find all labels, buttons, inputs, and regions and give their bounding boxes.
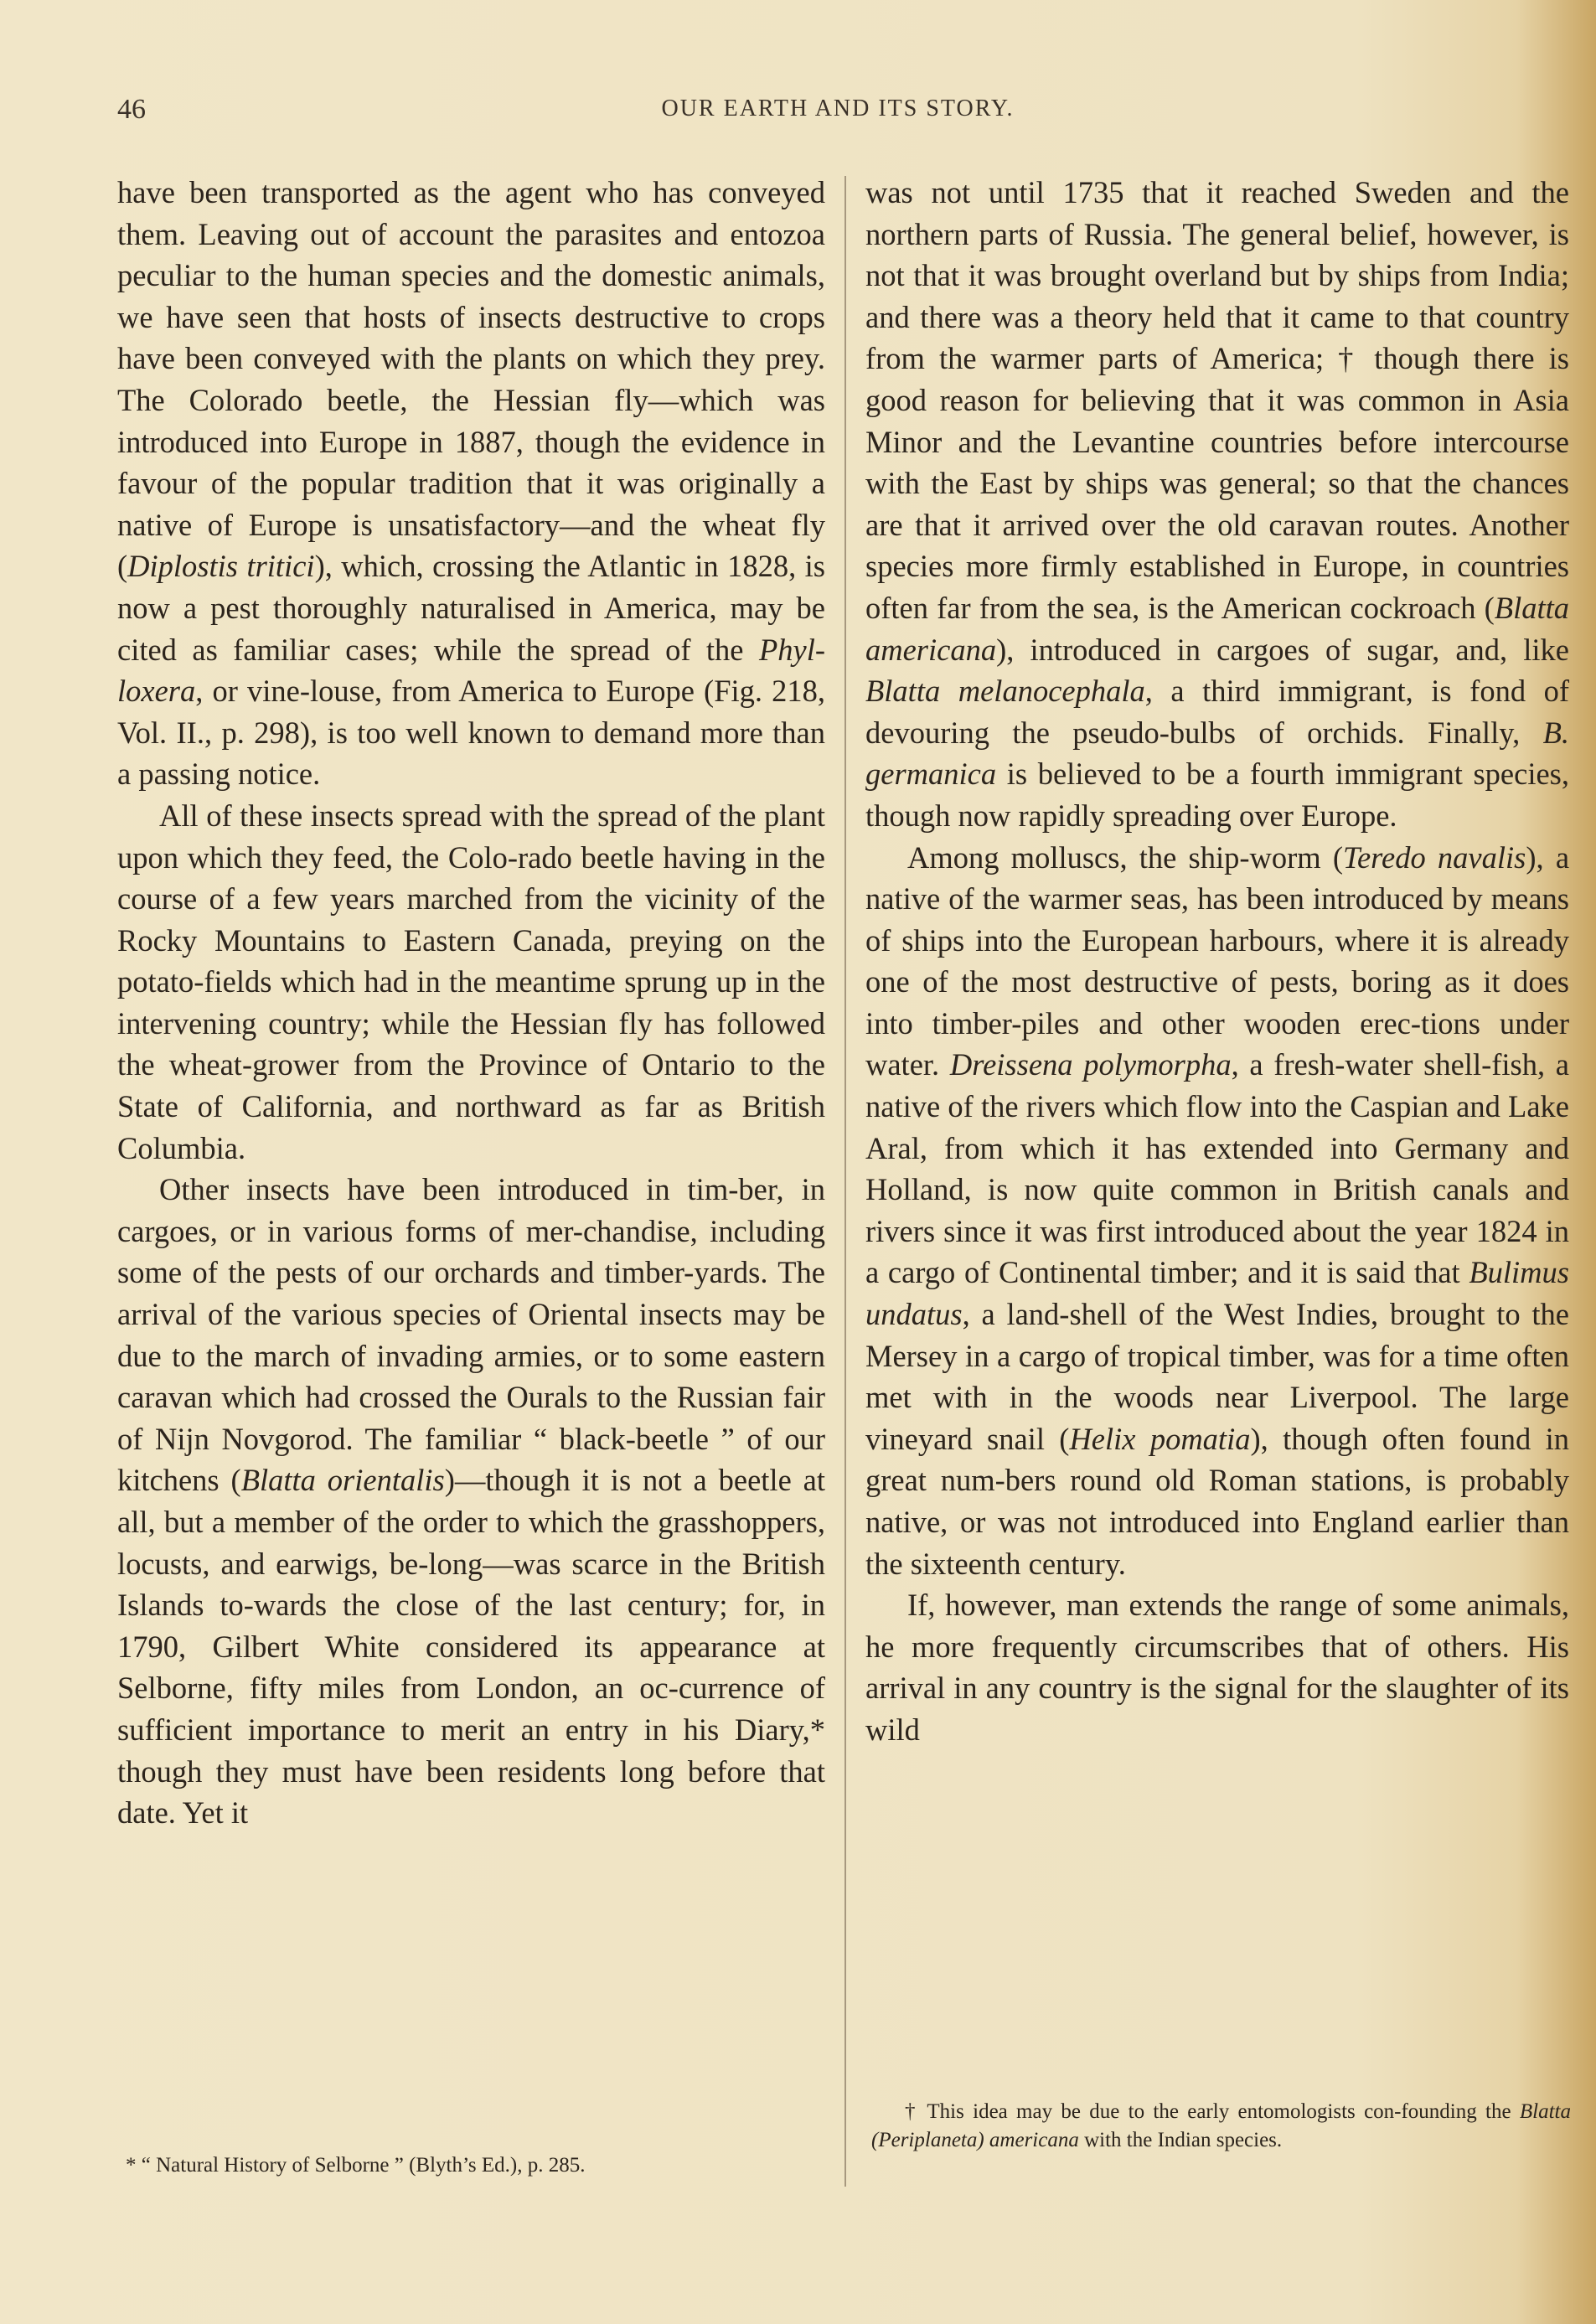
italic-term: Teredo navalis (1343, 839, 1526, 875)
italic-term: Blatta (Periplaneta) americana (871, 2100, 1571, 2151)
italic-term: Blatta orientalis (240, 1463, 445, 1498)
italic-term: B. germanica (865, 715, 1569, 792)
right-column (865, 172, 1569, 1751)
right-paragraph-1: was not until 1735 that it reached Sweden and the northern parts of Russia. The general belief, however, is not that it was brought overland but by ships from India; and there was a theory held that it came to that country from the warmer parts of America; † though there is good reason for believing that it was common in Asia Minor and the Levantine countries before intercourse with the East by ships was general; so that the chances are that it arrived over the old caravan routes. Another species more firmly established in Europe, in countries often far from the sea, is the American cockroach (Blatta americana), introduced in cargoes of sugar, and, like Blatta melanocephala, a third immigrant, is fond of devouring the pseudo-bulbs of orchids. Finally, B. germanica is believed to be a fourth immigrant species, though now rapidly spreading over Europe. (865, 175, 1569, 833)
running-title: OUR EARTH AND ITS STORY. (661, 96, 1015, 121)
left-paragraph-1: have been transported as the agent who has conveyed them. Leaving out of account the parasites and entozoa peculiar to the human species and the domestic animals, we have seen that hosts of insects destructive to crops have been conveyed with the plants on which they prey. The Colorado beetle, the Hessian fly—which was introduced into Europe in 1887, though the evidence in favour of the popular tradition that it was originally a native of Europe is unsatisfactory—and the wheat fly (Diplostis tritici), which, crossing the Atlantic in 1828, is now a pest thoroughly naturalised in America, may be cited as familiar cases; while the spread of the Phyl-loxera, or vine-louse, from America to Europe (Fig. 218, Vol. II., p. 298), is too well known to demand more than a passing notice. (117, 175, 825, 792)
right-paragraph-3: If, however, man extends the range of some animals, he more frequently circumscribes that of others. His arrival in any country is the signal for the slaughter of its wild (865, 1588, 1569, 1747)
footnote-left: * “ Natural History of Selborne ” (Blyth’s Ed.), p. 285. (126, 2154, 586, 2177)
left-paragraph-3: Other insects have been introduced in tim-ber, in cargoes, or in various forms of mer-chandise, including some of the pests of our orchards and timber-yards. The arrival of the various species of Oriental insects may be due to the march of invading armies, or to some eastern caravan which had crossed the Ourals to the Russian fair of Nijn Novgorod. The familiar “ black-beetle ” of our kitchens (Blatta orientalis)—though it is not a beetle at all, but a member of the order to which the grasshoppers, locusts, and earwigs, be-long—was scarce in the British Islands to-wards the close of the last century; for, in 1790, Gilbert White considered its appearance at Selborne, fifty miles from London, an oc-currence of sufficient importance to merit an entry in his Diary,* though they must have been residents long before that date. Yet it (117, 1172, 825, 1831)
italic-term: Blatta melanocephala (865, 674, 1145, 709)
italic-term: Phyl-loxera (117, 632, 825, 709)
left-paragraph-2: All of these insects spread with the spread of the plant upon which they feed, the Colo-rado beetle having in the course of a few years marched from the vicinity of the Rocky Mountains to Eastern Canada, preying on the potato-fields which had in the meantime sprung up in the intervening country; while the Hessian fly has followed the wheat-grower from the Province of Ontario to the State of California, and northward as far as British Columbia. (117, 798, 825, 1165)
footnote-right: † This idea may be due to the early entomologists con-founding the Blatta (Periplaneta) americana with the Indian species. (871, 2100, 1571, 2151)
italic-term: Dreissena polymorpha (949, 1047, 1232, 1082)
italic-term: Blatta americana (865, 590, 1569, 667)
italic-term: Bulimus undatus (865, 1255, 1569, 1332)
running-head (117, 94, 1558, 127)
right-paragraph-2: Among molluscs, the ship-worm (Teredo navalis), a native of the warmer seas, has been introduced by means of ships into the European harbours, where it is already one of the most destructive of pests, boring as it does into timber-piles and other wooden erec-tions under water. Dreissena polymorpha, a fresh-water shell-fish, a native of the rivers which flow into the Caspian and Lake Aral, from which it has extended into Germany and Holland, is now quite common in British canals and rivers since it was first introduced about the year 1824 in a cargo of Continental timber; and it is said that Bulimus undatus, a land-shell of the West Indies, brought to the Mersey in a cargo of tropical timber, was for a time often met with in the woods near Liverpool. The large vineyard snail (Helix pomatia), though often found in great num-bers round old Roman stations, is probably native, or was not introduced into England earlier than the sixteenth century. (865, 839, 1570, 1581)
column-divider (844, 176, 846, 2187)
left-column (117, 172, 825, 1834)
page-number: 46 (117, 94, 146, 125)
italic-term: Diplostis tritici (127, 549, 315, 584)
italic-term: Helix pomatia (1069, 1421, 1251, 1456)
